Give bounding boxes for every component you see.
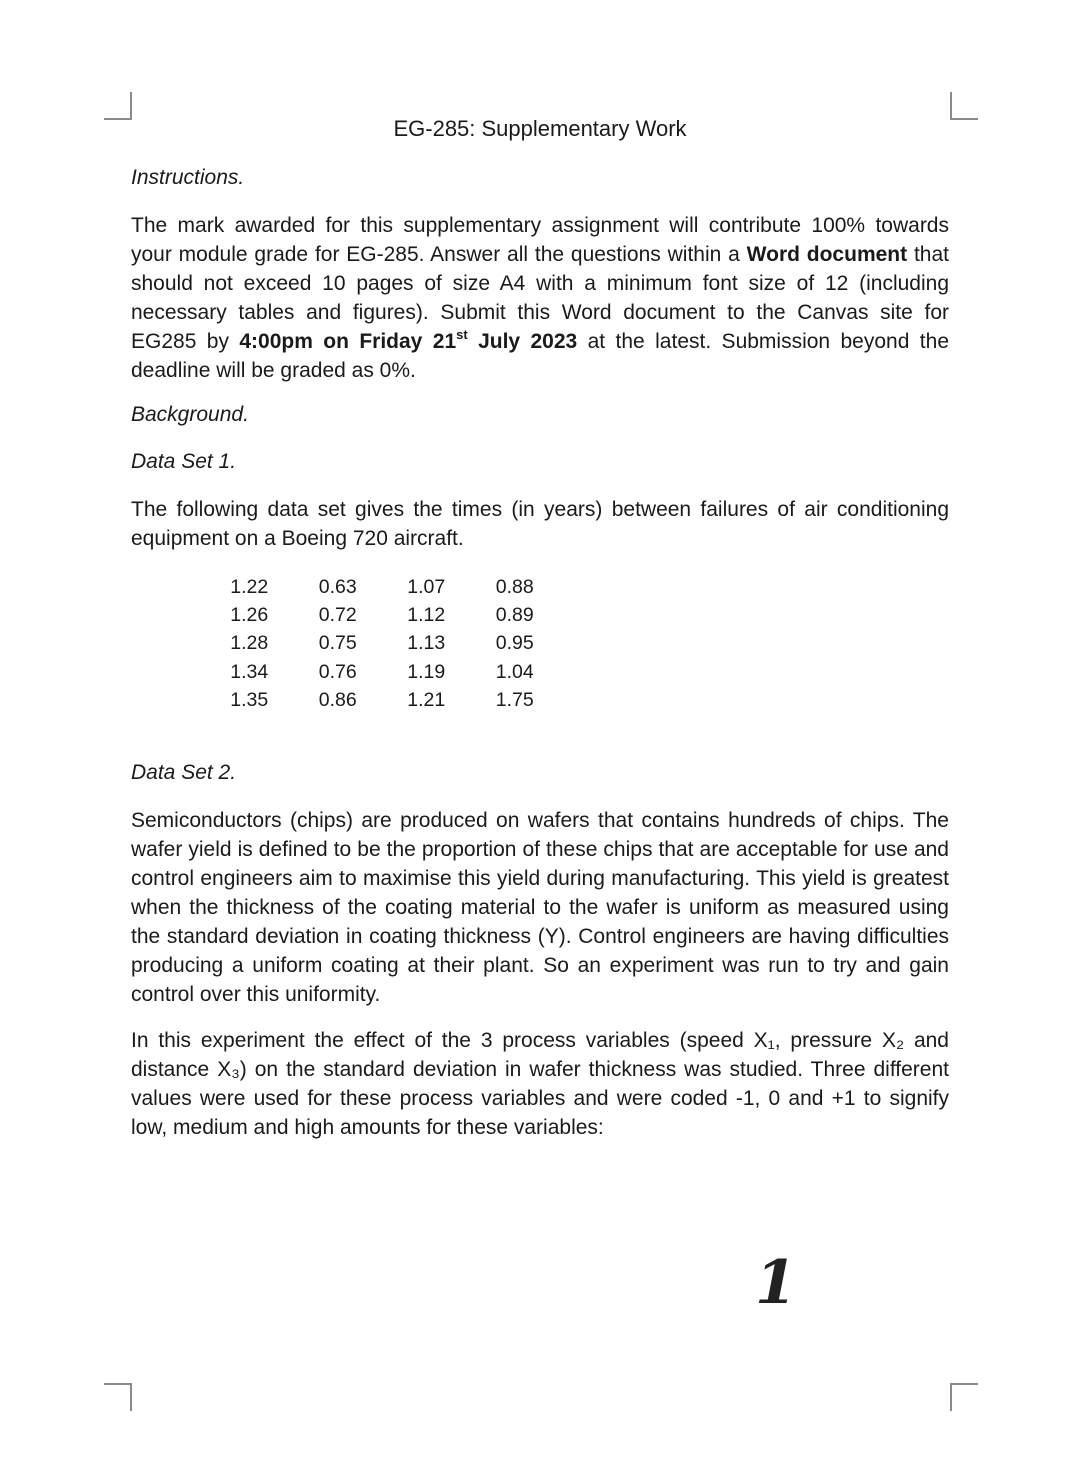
crop-mark-bottom-left (104, 1383, 132, 1411)
instructions-deadline-ordinal: st (456, 327, 468, 342)
table-row (205, 573, 559, 601)
data-set-2-paragraph-2: In this experiment the effect of the 3 process variables (speed X₁, pressure X₂ and distance X₃) on the standard deviation in wafer thickness was studied. Three different values were used for these process variables and were coded -1, 0 and +1 to signify low, medium and high amounts for these variables: (131, 1029, 949, 1139)
table-cell: 1.12 (407, 603, 446, 626)
table-cell: 0.88 (495, 575, 534, 598)
document-title: EG-285: Supplementary Work (393, 116, 687, 141)
table-row (205, 630, 559, 658)
table-row (205, 658, 559, 686)
instructions-heading: Instructions. (131, 166, 245, 189)
table-cell: 0.63 (318, 575, 357, 598)
data-set-1-table (205, 573, 559, 714)
table-cell: 1.21 (407, 688, 446, 711)
instructions-text-2: that should not exceed 10 pages of size A4 with a minimum font size of 12 (including necessary tables and figures). Submit this Word document to the Canvas site for EG285 by (131, 243, 949, 353)
instructions-deadline-date: July 2023 (467, 330, 578, 353)
table-cell: 0.86 (318, 688, 357, 711)
table-cell: 1.13 (407, 632, 446, 655)
background-heading: Background. (131, 403, 249, 426)
table-row (205, 601, 559, 629)
page-number: 1 (755, 1248, 797, 1318)
data-set-1-description: The following data set gives the times (in years) between failures of air conditioning equipment on a Boeing 720 aircraft. (131, 498, 949, 550)
table-cell: 1.19 (407, 660, 446, 683)
table-cell: 0.75 (318, 632, 357, 655)
data-set-1-heading: Data Set 1. (131, 450, 237, 473)
instructions-deadline-time: 4:00pm on Friday 21 (239, 330, 457, 353)
table-cell: 1.34 (230, 660, 269, 683)
table-cell: 1.35 (230, 688, 269, 711)
table-cell: 1.07 (407, 575, 446, 598)
table-cell: 1.26 (230, 603, 269, 626)
data-set-2-paragraph-1: Semiconductors (chips) are produced on wafers that contains hundreds of chips. The wafer yield is defined to be the proportion of these chips that are acceptable for use and control engineers aim to maximise this yield during manufacturing. This yield is greatest when the thickness of the coating material to the wafer is uniform as measured using the standard deviation in coating thickness (Y). Control engineers are having difficulties producing a uniform coating at their plant. So an experiment was run to try and gain control over this uniformity. (131, 809, 949, 1006)
table-cell: 0.76 (318, 660, 357, 683)
instructions-text-3: at the latest. Submission beyond the deadline will be graded as 0%. (131, 330, 949, 382)
table-cell: 1.75 (495, 688, 534, 711)
table-cell: 1.04 (495, 660, 534, 683)
table-cell: 0.89 (495, 603, 534, 626)
table-cell: 0.95 (495, 632, 534, 655)
table-cell: 0.72 (318, 603, 357, 626)
table-row (205, 686, 559, 714)
instructions-text-1: The mark awarded for this supplementary assignment will contribute 100% towards your module grade for EG-285. Answer all the questions within a (131, 214, 949, 266)
crop-mark-bottom-right (950, 1383, 978, 1411)
table-cell: 1.22 (230, 575, 269, 598)
instructions-bold-word-document: Word document (746, 243, 908, 266)
data-set-2-heading: Data Set 2. (131, 761, 237, 784)
instructions-paragraph (131, 211, 949, 385)
table-cell: 1.28 (230, 632, 269, 655)
